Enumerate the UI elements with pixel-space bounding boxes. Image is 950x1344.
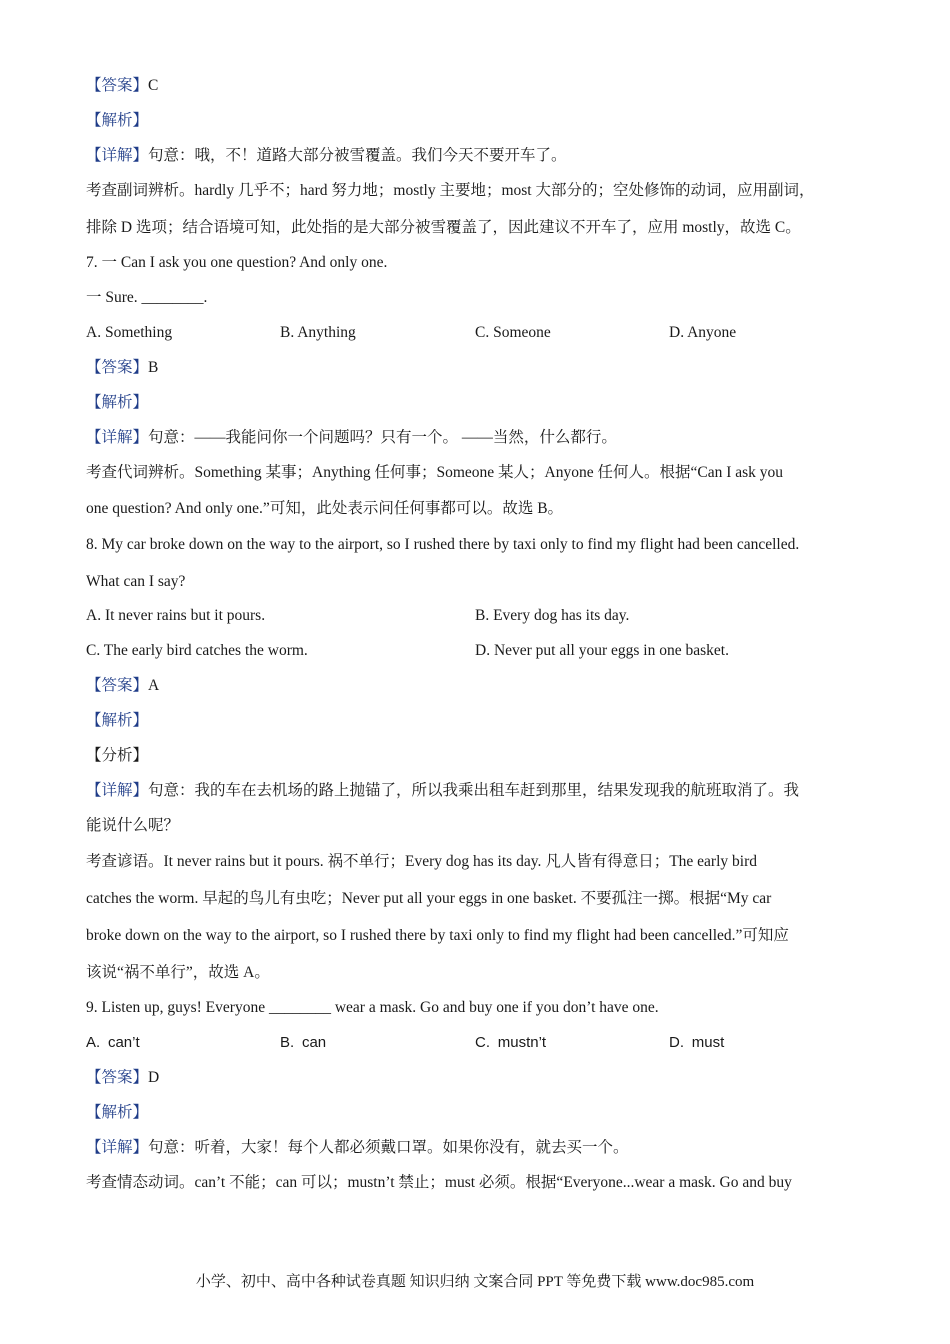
q8-option-d: D. Never put all your eggs in one basket. [475,642,729,659]
answer-value: A [148,677,160,694]
q7-option-b: B. Anything [280,324,356,341]
question-7-reply: 一 Sure. ________. [86,289,208,306]
q8-option-c: C. The early bird catches the worm. [86,642,308,659]
q7-option-c: C. Someone [475,324,551,341]
detail-line [86,428,617,448]
analysis-tag: 【解析】 [86,712,149,729]
detail-line [86,1138,629,1158]
page-footer: 小学、初中、高中各种试卷真题 知识归纳 文案合同 PPT 等免费下载 www.doc985.com [195,1274,755,1290]
detail-tag: 【详解】 [86,147,149,164]
answer-tag: 【答案】 [86,359,149,376]
explanation-line: 考查情态动词。can’t 不能；can 可以；mustn’t 禁止；must 必须。根据“Everyone...wear a mask. Go and buy [86,1174,792,1191]
answer-line-q6 [86,76,158,96]
detail-line-cont: 能说什么呢？ [86,817,180,834]
answer-value: B [148,359,159,376]
answer-tag: 【答案】 [86,1069,149,1086]
detail-text: 句意：我的车在去机场的路上抛锚了，所以我乘出租车赶到那里，结果发现我的航班取消了。我 [148,782,800,799]
q9-option-c: C. mustn’t [475,1034,547,1051]
explanation-line: 考查谚语。It never rains but it pours. 祸不单行；Every dog has its day. 凡人皆有得意日；The early bird [86,853,757,870]
analysis-tag: 【解析】 [86,1104,149,1121]
detail-tag: 【详解】 [86,429,149,446]
q7-option-a: A. Something [86,324,173,341]
q8-option-a: A. It never rains but it pours. [86,607,266,624]
answer-value: D [148,1069,160,1086]
q7-option-d: D. Anyone [669,324,737,341]
answer-line-q9 [86,1068,159,1088]
q8-option-b: B. Every dog has its day. [475,607,630,624]
analysis-subtag: 【分析】 [86,747,149,764]
answer-line-q8 [86,676,159,696]
explanation-line: 考查副词辨析。hardly 几乎不；hard 努力地；mostly 主要地；most 大部分的；空处修饰的动词，应用副词， [86,182,815,199]
question-8: 8. My car broke down on the way to the airport, so I rushed there by taxi only to find my flight had been cancelled. [86,536,800,553]
detail-text: 句意：——我能问你一个问题吗？只有一个。 ——当然，什么都行。 [148,429,617,446]
explanation-line: catches the worm. 早起的鸟儿有虫吃；Never put all your eggs in one basket. 不要孤注一掷。根据“My car [86,890,772,907]
explanation-line: 排除 D 选项；结合语境可知，此处指的是大部分被雪覆盖了，因此建议不开车了，应用 mostly，故选 C。 [86,219,801,236]
answer-tag: 【答案】 [86,77,149,94]
answer-tag: 【答案】 [86,677,149,694]
analysis-tag: 【解析】 [86,112,149,129]
detail-text: 句意：听着，大家！每个人都必须戴口罩。如果你没有，就去买一个。 [148,1139,629,1156]
explanation-line: 该说“祸不单行”，故选 A。 [86,964,270,981]
detail-line [86,781,799,801]
q9-option-a: A. can’t [86,1034,140,1051]
explanation-line: 考查代词辨析。Something 某事；Anything 任何事；Someone 某人；Anyone 任何人。根据“Can I ask you [86,464,784,481]
question-8-cont: What can I say? [86,573,186,590]
explanation-line: one question? And only one.”可知，此处表示问任何事都可以。故选 B。 [86,500,564,517]
answer-value: C [148,77,159,94]
detail-text: 句意：哦，不！道路大部分被雪覆盖。我们今天不要开车了。 [148,147,567,164]
detail-tag: 【详解】 [86,1139,149,1156]
q9-option-b: B. can [280,1034,327,1051]
answer-line-q7 [86,358,158,378]
analysis-tag: 【解析】 [86,394,149,411]
detail-line [86,146,567,166]
question-7: 7. 一 Can I ask you one question? And only one. [86,254,388,271]
detail-tag: 【详解】 [86,782,149,799]
q9-option-d: D. must [669,1034,725,1051]
explanation-line: broke down on the way to the airport, so I rushed there by taxi only to find my flight had been cancelled.”可知应 [86,927,789,944]
question-9: 9. Listen up, guys! Everyone ________ wear a mask. Go and buy one if you don’t have one. [86,999,659,1016]
